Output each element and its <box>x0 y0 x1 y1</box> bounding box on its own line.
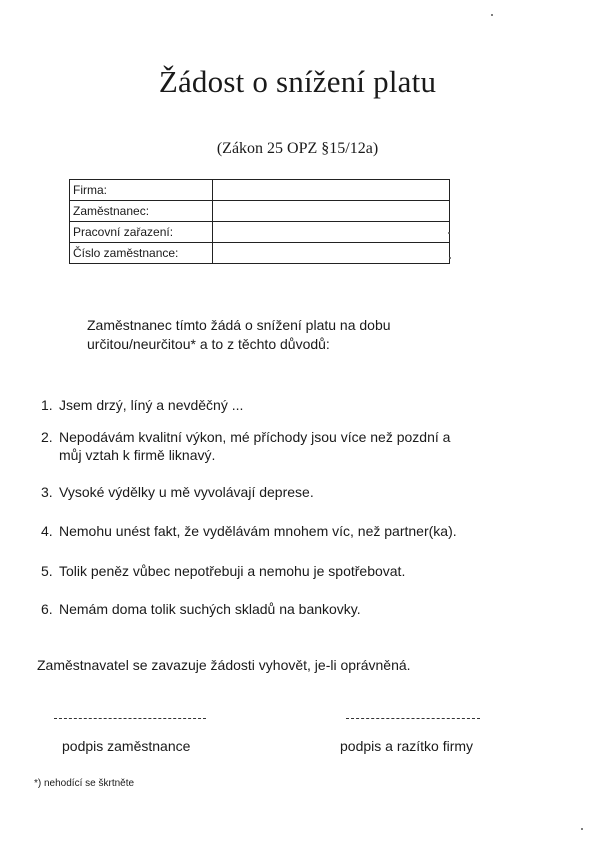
field-value-zamestnanec[interactable] <box>213 201 450 222</box>
list-item <box>41 600 491 618</box>
intro-paragraph <box>87 316 487 354</box>
field-label-zamestnanec: Zaměstnanec: <box>70 201 213 222</box>
intro-line: Zaměstnanec tímto žádá o snížení platu na dobu <box>87 317 391 333</box>
item-number: 6. <box>41 601 53 617</box>
item-text: Nemám doma tolik suchých skladů na bankovky. <box>59 601 361 617</box>
footnote: *) nehodící se škrtněte <box>34 778 135 789</box>
item-text: Nepodávám kvalitní výkon, mé příchody jsou více než pozdní a <box>59 429 451 445</box>
item-number: 3. <box>41 484 53 500</box>
item-number: 2. <box>41 429 53 445</box>
document-subtitle: (Zákon 25 OPZ §15/12a) <box>216 140 379 157</box>
document-title: Žádost o snížení platu <box>158 64 437 99</box>
list-item <box>41 428 491 464</box>
item-number: 4. <box>41 523 53 539</box>
item-text: Tolik peněz vůbec nepotřebuji a nemohu je spotřebovat. <box>59 563 406 579</box>
field-label-firma: Firma: <box>70 180 213 201</box>
field-value-firma[interactable] <box>213 180 450 201</box>
scan-speck <box>449 257 451 259</box>
field-label-cislo-zamestnance: Číslo zaměstnance: <box>70 243 213 264</box>
info-table <box>69 179 450 264</box>
signature-label-company: podpis a razítko firmy <box>340 738 474 754</box>
employer-statement: Zaměstnavatel se zavazuje žádosti vyhovět, je-li oprávněná. <box>37 657 411 673</box>
field-label-pracovni-zarazeni: Pracovní zařazení: <box>70 222 213 243</box>
list-item <box>41 396 491 414</box>
signature-line-company[interactable] <box>346 718 480 719</box>
intro-line: určitou/neurčitou* a to z těchto důvodů: <box>87 336 330 352</box>
field-value-cislo-zamestnance[interactable] <box>213 243 450 264</box>
item-text-continuation: můj vztah k firmě liknavý. <box>59 447 216 463</box>
scan-speck <box>491 14 493 16</box>
item-number: 5. <box>41 563 53 579</box>
signature-label-employee: podpis zaměstnance <box>62 738 191 754</box>
table-row <box>70 201 450 222</box>
list-item <box>41 483 491 501</box>
item-text: Nemohu unést fakt, že vydělávám mnohem víc, než partner(ka). <box>59 523 457 539</box>
signature-line-employee[interactable] <box>54 718 206 719</box>
table-row <box>70 243 450 264</box>
list-item <box>41 522 491 540</box>
list-item <box>41 562 491 580</box>
item-number: 1. <box>41 397 53 413</box>
scan-speck <box>448 232 450 234</box>
item-text: Jsem drzý, líný a nevděčný ... <box>59 397 244 413</box>
field-value-pracovni-zarazeni[interactable] <box>213 222 450 243</box>
table-row <box>70 180 450 201</box>
scan-speck <box>581 828 583 830</box>
table-row <box>70 222 450 243</box>
item-text: Vysoké výdělky u mě vyvolávají deprese. <box>59 484 314 500</box>
